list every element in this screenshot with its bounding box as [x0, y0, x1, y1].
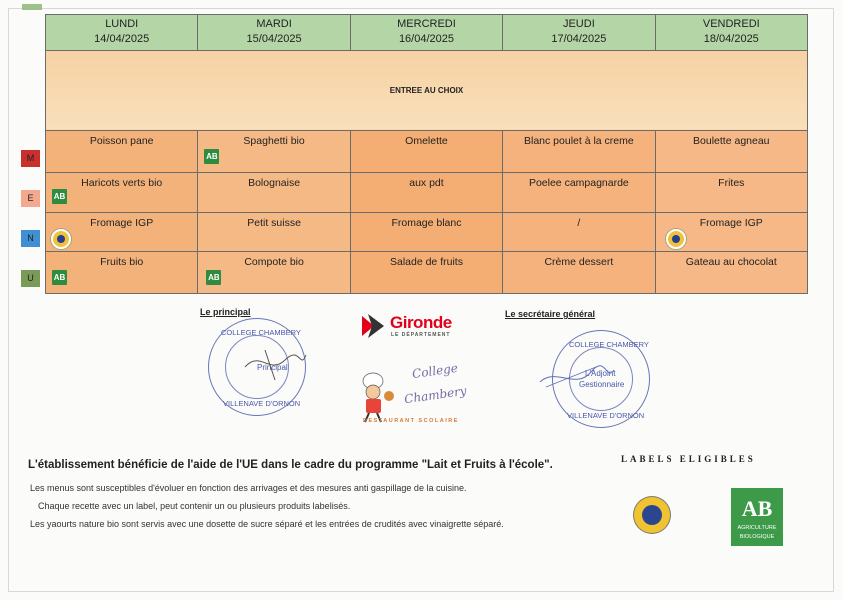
side-letter-n: N	[21, 230, 40, 247]
day-header-monday: LUNDI 14/04/2025	[46, 15, 198, 51]
principal-signature	[240, 345, 310, 385]
ab-label-icon: AB	[206, 270, 221, 285]
dish-cell: Poisson pane	[46, 131, 198, 173]
note-yogurt: Les yaourts nature bio sont servis avec une dosette de sucre séparé et les entrées de crudités avec vinaigrette séparé.	[30, 519, 504, 529]
igp-seal-icon	[634, 497, 670, 533]
top-green-tab	[22, 4, 42, 10]
side-letter-u: U	[21, 270, 40, 287]
dish-cell: Spaghetti bio AB	[198, 131, 350, 173]
dish-cell: Bolognaise	[198, 172, 350, 212]
chambery-logo-line1: College	[411, 360, 459, 382]
dish-cell: Poelee campagnarde	[503, 172, 655, 212]
dish-cell: Boulette agneau	[655, 131, 807, 173]
secretary-signature	[536, 362, 616, 392]
dish-cell: Petit suisse	[198, 212, 350, 252]
dish-cell: Fromage IGP	[46, 212, 198, 252]
ab-organic-logo-icon: AB AGRICULTURE BIOLOGIQUE	[731, 488, 783, 546]
table-row	[46, 212, 808, 252]
dish-cell: Crème dessert	[503, 252, 655, 294]
note-labels: Chaque recette avec un label, peut contenir un ou plusieurs produits labelisés.	[38, 501, 351, 511]
side-letter-e: E	[21, 190, 40, 207]
table-row	[46, 172, 808, 212]
day-header-tuesday: MARDI 15/04/2025	[198, 15, 350, 51]
menu-table	[45, 14, 808, 294]
ab-label-icon: AB	[204, 149, 219, 164]
igp-label-icon	[666, 229, 686, 249]
note-menu-changes: Les menus sont susceptibles d'évoluer en fonction des arrivages et des mesures anti gaspillage de la cuisine.	[30, 483, 467, 493]
dish-cell: Salade de fruits	[350, 252, 502, 294]
day-header-thursday: JEUDI 17/04/2025	[503, 15, 655, 51]
secretary-stamp: COLLEGE CHAMBERY L'Adjoint Gestionnaire VILLENAVE D'ORNON	[552, 330, 650, 428]
entree-cell: ENTREE AU CHOIX	[46, 50, 808, 130]
gironde-subtitle: LE DÉPARTEMENT	[391, 332, 451, 338]
ab-label-icon: AB	[52, 270, 67, 285]
dish-cell: Haricots verts bio AB	[46, 172, 198, 212]
dish-cell: Compote bio AB	[198, 252, 350, 294]
labels-eligibles-title: LABELS ELIGIBLES	[621, 454, 756, 464]
eu-program-statement: L'établissement bénéficie de l'aide de l'UE dans le cadre du programme "Lait et Fruits à l'école".	[28, 459, 553, 471]
igp-label-icon	[51, 229, 71, 249]
restaurant-scolaire-label: RESTAURANT SCOLAIRE	[363, 418, 459, 424]
dish-cell: /	[503, 212, 655, 252]
principal-label: Le principal	[200, 307, 251, 317]
day-header-wednesday: MERCREDI 16/04/2025	[350, 15, 502, 51]
dish-cell: Fruits bio AB	[46, 252, 198, 294]
dish-cell: Fromage IGP	[655, 212, 807, 252]
gironde-wordmark: Gironde	[390, 313, 452, 332]
dish-cell: Blanc poulet à la creme	[503, 131, 655, 173]
chambery-logo-line2: Chambery	[403, 383, 468, 407]
dish-cell: Fromage blanc	[350, 212, 502, 252]
table-row	[46, 131, 808, 173]
dish-cell: aux pdt	[350, 172, 502, 212]
secretary-label: Le secrétaire général	[505, 309, 596, 319]
dish-cell: Frites	[655, 172, 807, 212]
ab-label-icon: AB	[52, 189, 67, 204]
day-header-friday: VENDREDI 18/04/2025	[655, 15, 807, 51]
principal-stamp: COLLEGE CHAMBERY Principal VILLENAVE D'ORNON	[208, 318, 306, 416]
dish-cell: Omelette	[350, 131, 502, 173]
table-row	[46, 252, 808, 294]
dish-cell: Gateau au chocolat	[655, 252, 807, 294]
side-letter-m: M	[21, 150, 40, 167]
header-row	[46, 15, 808, 51]
